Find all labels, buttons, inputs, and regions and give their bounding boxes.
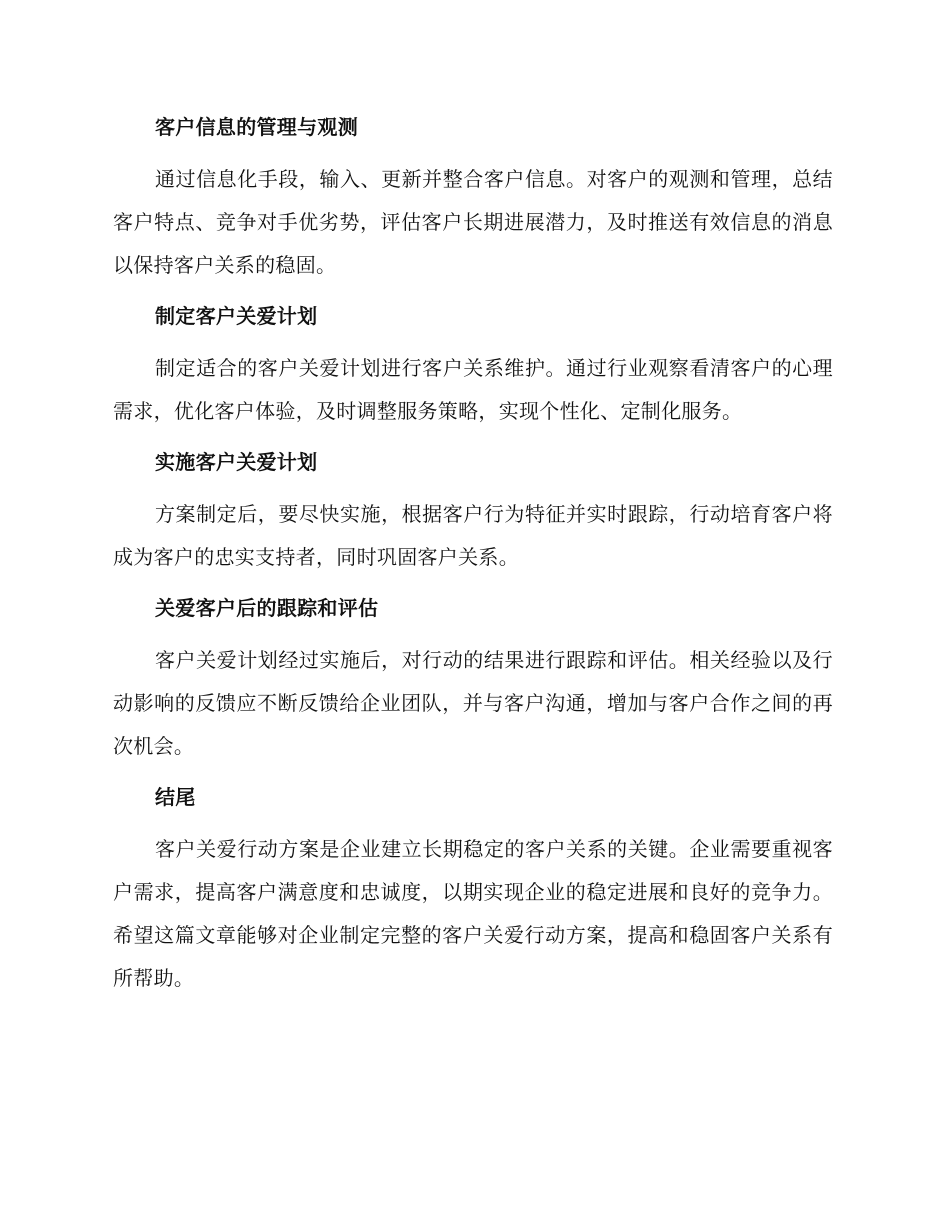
section-heading-tracking-evaluation: 关爱客户后的跟踪和评估	[155, 596, 379, 620]
paragraph-line: 竞争力。希望这篇文章能够对企业制定完整的客户关爱行动方案，提高和稳	[113, 880, 833, 947]
document-body	[113, 110, 833, 1000]
paragraph-line: 固客户关系有所帮助。	[113, 923, 833, 990]
paragraph-line: 制定适合的客户关爱计划进行客户关系维护。通过行业观察看清客户的	[155, 356, 793, 380]
section-paragraph-tracking-evaluation	[113, 639, 833, 768]
paragraph-line: 客户关爱行动方案是企业建立长期稳定的客户关系的关键。企业需要重	[155, 837, 793, 861]
paragraph-line: 及行动影响的反馈应不断反馈给企业团队，并与客户沟通，增加与客户合作	[113, 648, 833, 715]
paragraph-line: 通过信息化手段，输入、更新并整合客户信息。对客户的观测和管理，	[155, 167, 793, 191]
paragraph-line: 之间的再次机会。	[113, 691, 833, 758]
section-heading-care-plan: 制定客户关爱计划	[155, 304, 318, 328]
paragraph-line: 方案制定后，要尽快实施，根据客户行为特征并实时跟踪，行动培育客	[155, 502, 793, 526]
section-paragraph-care-plan	[113, 347, 833, 433]
paragraph-line: 息的消息以保持客户关系的稳固。	[113, 210, 833, 277]
section-heading-implement-plan: 实施客户关爱计划	[155, 450, 318, 474]
section-paragraph-customer-info	[113, 158, 833, 287]
paragraph-line: 客户关爱计划经过实施后，对行动的结果进行跟踪和评估。相关经验以	[155, 648, 793, 672]
section-heading-conclusion: 结尾	[155, 785, 196, 809]
section-paragraph-implement-plan	[113, 493, 833, 579]
paragraph-line: 视客户需求，提高客户满意度和忠诚度，以期实现企业的稳定进展和良好的	[113, 837, 833, 904]
paragraph-line: 心理需求，优化客户体验，及时调整服务策略，实现个性化、定制化服务。	[113, 356, 833, 423]
paragraph-line: 总结客户特点、竞争对手优劣势，评估客户长期进展潜力，及时推送有效信	[113, 167, 833, 234]
paragraph-line: 户将成为客户的忠实支持者，同时巩固客户关系。	[113, 502, 833, 569]
section-heading-customer-info: 客户信息的管理与观测	[155, 115, 358, 139]
section-paragraph-conclusion	[113, 828, 833, 1000]
